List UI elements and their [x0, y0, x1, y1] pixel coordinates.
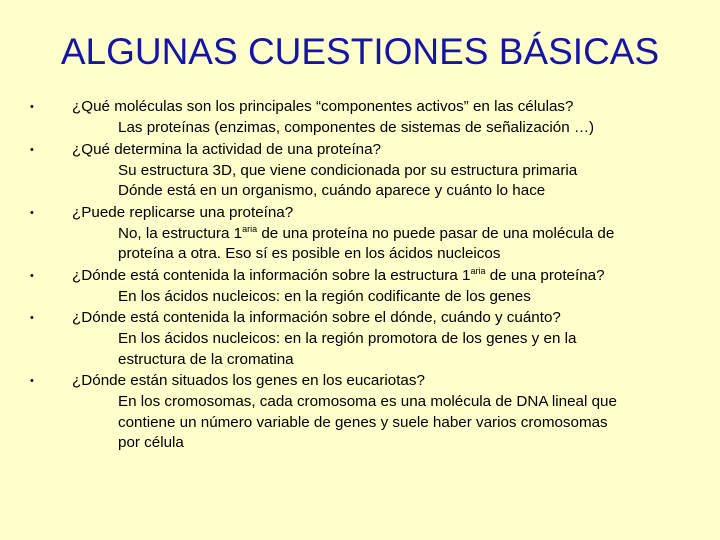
answer-line: Las proteínas (enzimas, componentes de sistemas de señalización …) — [118, 119, 595, 136]
answer-line: por célula — [118, 434, 184, 451]
answer-text — [72, 224, 708, 265]
slide-title: ALGUNAS CUESTIONES BÁSICAS — [60, 31, 660, 72]
superscript: aria — [242, 223, 258, 234]
bullet-icon: • — [30, 143, 34, 156]
bullet-icon: • — [30, 375, 34, 387]
answer-text — [72, 287, 708, 308]
list-item — [28, 96, 708, 139]
answer-line: estructura de la cromatina — [118, 350, 294, 368]
answer-line: Dónde está en un organismo, cuándo aparece y cuánto lo hace — [118, 182, 546, 199]
answer-line: En los ácidos nucleicos: en la región promotora de los genes y en la — [118, 330, 577, 347]
list-item — [28, 265, 708, 308]
question-list — [28, 96, 708, 454]
list-item — [28, 307, 708, 370]
answer-line: En los cromosomas, cada cromosoma es una molécula de DNA lineal que — [118, 393, 617, 410]
question-text: ¿Qué moléculas son los principales “componentes activos” en las células? — [72, 98, 574, 115]
bullet-icon: • — [30, 101, 34, 113]
answer-line: proteína a otra. Eso sí es posible en los ácidos nucleicos — [118, 245, 501, 262]
answer-line: contiene un número variable de genes y suele haber varios cromosomas — [118, 413, 608, 431]
bullet-icon: • — [30, 269, 34, 282]
question-text: ¿Dónde está contenida la información sobre el dónde, cuándo y cuánto? — [72, 309, 561, 326]
answer-text — [72, 392, 708, 454]
bullet-icon: • — [30, 206, 34, 219]
list-item — [28, 370, 708, 454]
list-item — [28, 139, 708, 202]
answer-text — [72, 329, 708, 370]
superscript: aria — [470, 265, 486, 276]
answer-line: No, la estructura $1^{aria}$ de una proteína no puede pasar de una molécula de — [118, 223, 615, 242]
answer-text — [72, 161, 708, 202]
question-text: ¿Qué determina la actividad de una proteína? — [72, 140, 382, 158]
list-item — [28, 202, 708, 265]
question-text: ¿Puede replicarse una proteína? — [72, 203, 294, 221]
bullet-icon: • — [30, 312, 34, 324]
answer-line: Su estructura 3D, que viene condicionada por su estructura primaria — [118, 161, 578, 179]
question-text: ¿Dónde están situados los genes en los eucariotas? — [72, 372, 425, 389]
answer-text — [72, 118, 708, 139]
answer-line: En los ácidos nucleicos: en la región codificante de los genes — [118, 287, 531, 305]
question-text: ¿Dónde está contenida la información sobre la estructura $1^{aria}$ de una proteína? — [72, 265, 605, 284]
